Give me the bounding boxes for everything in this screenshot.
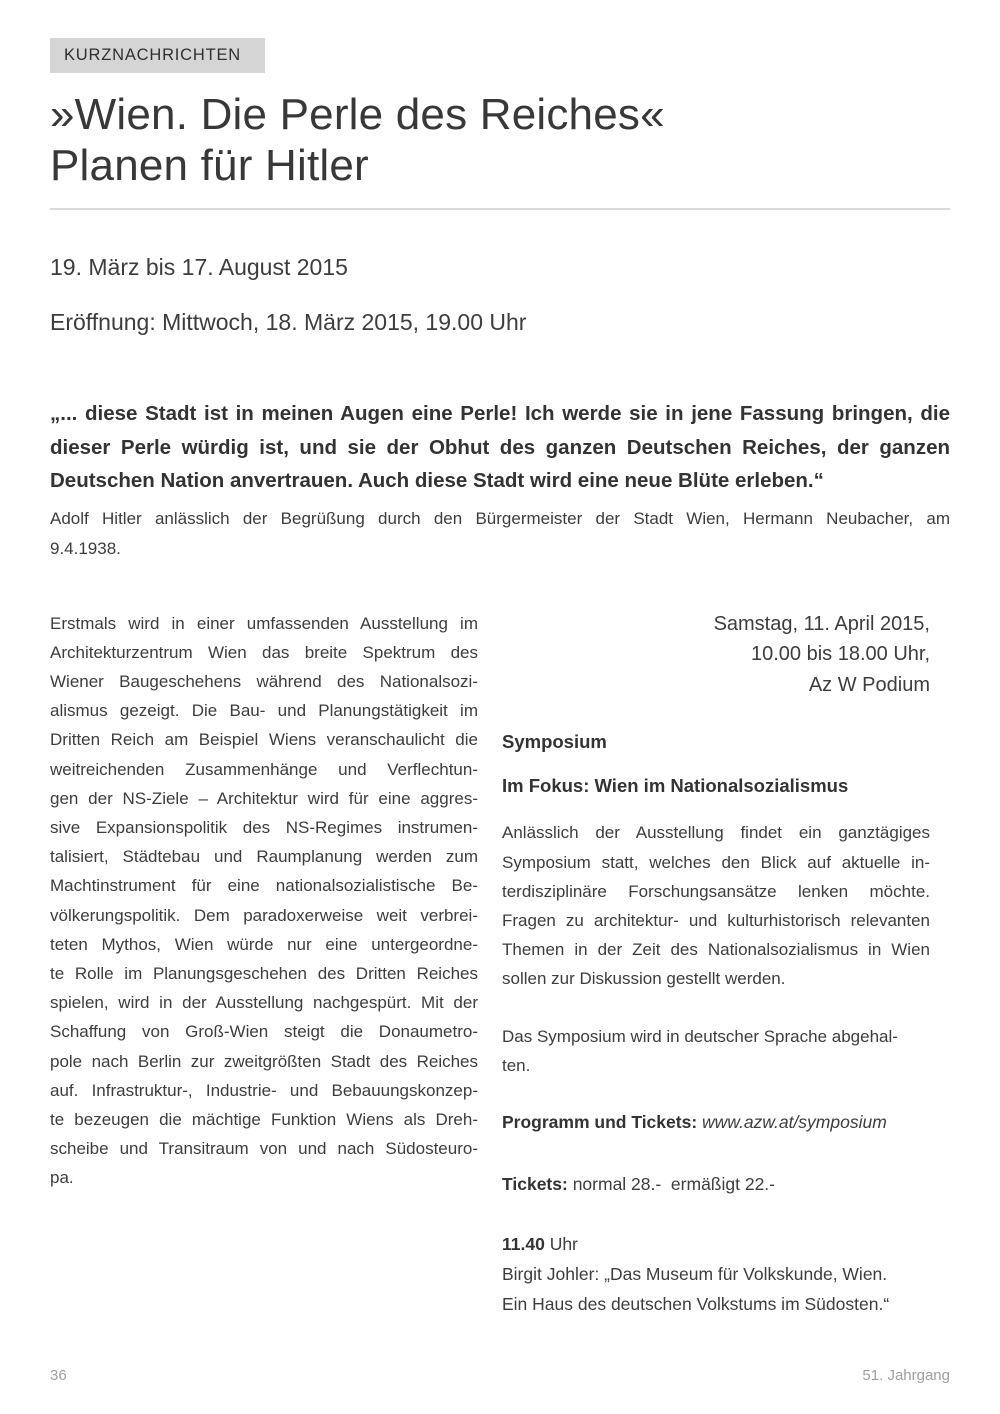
tickets-prices: normal 28.- ermäßigt 22.- [572, 1174, 775, 1195]
tickets-label: Tickets: [502, 1174, 568, 1195]
article-title-line2: Planen für Hitler [50, 141, 369, 190]
text-line: Schaffung von Groß-Wien steigt die Donaumetro- [50, 1022, 478, 1042]
page-footer [50, 1367, 950, 1384]
text-line: te Rolle im Planungsgeschehen des Dritten Reiches [50, 963, 478, 983]
symposium-subheading: Im Fokus: Wien im Nationalsozialismus [502, 775, 849, 797]
text-line: Fragen zu architektur- und kulturhistorisch relevanten [502, 911, 930, 931]
volume-label: 51. Jahrgang [862, 1367, 950, 1384]
text-line: „... diese Stadt ist in meinen Augen eine Perle! Ich werde sie in jene Fassung bringen, die [50, 402, 950, 425]
left-column-body-text [50, 609, 478, 1320]
text-line: sive Expansionspolitik des NS-Regimes instrumen- [50, 817, 478, 837]
text-line: Symposium statt, welches den Blick auf aktuelle in- [502, 852, 930, 872]
symposium-heading: Symposium [502, 731, 607, 752]
slot-time-unit: Uhr [544, 1234, 578, 1255]
event-datetime [502, 609, 930, 701]
text-line: dieser Perle würdig ist, und sie der Obhut des ganzen Deutschen Reiches, der ganzen [50, 435, 950, 459]
right-column [502, 609, 930, 1320]
text-line: pa. [50, 1168, 74, 1188]
text-line: Samstag, 11. April 2015, [713, 612, 930, 635]
program-tickets-url: www.azw.at/symposium [702, 1112, 887, 1133]
symposium-intro-text [502, 818, 930, 993]
text-line: pole nach Berlin zur zweitgrößten Stadt des Reiches [50, 1051, 478, 1071]
text-line: Machtinstrument für eine nationalsozialistische Be- [50, 876, 478, 896]
text-line: Themen in der Zeit des Nationalsozialismus in Wien [502, 940, 930, 960]
program-slot [502, 1229, 930, 1319]
text-line: Das Symposium wird in deutscher Sprache abgehal- [502, 1026, 898, 1046]
text-line: Ein Haus des deutschen Volkstums im Südosten.“ [502, 1294, 890, 1315]
article-title-line1: »Wien. Die Perle des Reiches« [50, 90, 665, 139]
title-divider [50, 208, 950, 210]
language-note [502, 1022, 930, 1080]
text-line: Birgit Johler: „Das Museum für Volkskunde, Wien. [502, 1264, 888, 1285]
text-line: sollen zur Diskussion gestellt werden. [502, 969, 786, 989]
slot-time [502, 1229, 930, 1259]
opening-info: Eröffnung: Mittwoch, 18. März 2015, 19.00 Uhr [50, 309, 527, 335]
text-line: gen der NS-Ziele – Architektur wird für eine aggres- [50, 788, 478, 808]
text-line: alismus gezeigt. Die Bau- und Planungstätigkeit im [50, 701, 478, 721]
text-line: ten. [502, 1055, 531, 1075]
text-line: Dritten Reich am Beispiel Wiens veranschaulicht die [50, 730, 478, 750]
text-line: teten Mythos, Wien würde nur eine untergeordne- [50, 934, 478, 954]
text-line: Anlässlich der Ausstellung findet ein ganztägiges [502, 823, 930, 843]
slot-time-value: 11.40 [502, 1234, 545, 1255]
text-line: terdisziplinäre Forschungsansätze lenken möchte. [502, 881, 930, 901]
text-line: Erstmals wird in einer umfassenden Ausstellung im [50, 613, 478, 633]
text-line: 10.00 bis 18.00 Uhr, [750, 643, 930, 665]
program-tickets-line [502, 1108, 930, 1137]
exhibition-date-range: 19. März bis 17. August 2015 [50, 254, 348, 280]
quote-attribution [50, 504, 950, 564]
tickets-price-line [502, 1170, 930, 1199]
text-line: auf. Infrastruktur-, Industrie- und Bebauungskonzep- [50, 1080, 478, 1100]
text-line: völkerungspolitik. Dem paradoxerweise weit verbrei- [50, 905, 478, 925]
text-line: Wiener Baugeschehens während des Nationalsozi- [50, 671, 478, 691]
page-number: 36 [50, 1367, 67, 1384]
text-line: spielen, wird in der Ausstellung nachgespürt. Mit der [50, 993, 478, 1013]
section-badge: KURZNACHRICHTEN [50, 38, 265, 73]
program-tickets-label: Programm und Tickets: [502, 1112, 698, 1133]
text-line: Az W Podium [808, 673, 930, 696]
text-line: Architekturzentrum Wien das breite Spektrum des [50, 642, 478, 662]
hitler-quote [50, 397, 950, 498]
text-line: scheibe und Transitraum von und nach Südosteuro- [50, 1139, 478, 1159]
two-column-body [50, 609, 950, 1320]
article-title [50, 89, 950, 191]
text-line: Deutschen Nation anvertrauen. Auch diese Stadt wird eine neue Blüte erleben.“ [50, 469, 824, 492]
text-line: talisiert, Städtebau und Raumplanung werden zum [50, 847, 478, 867]
text-line: weitreichenden Zusammenhänge und Verflechtun- [50, 759, 478, 779]
text-line: Adolf Hitler anlässlich der Begrüßung durch den Bürgermeister der Stadt Wien, Hermann Neubacher, am [50, 508, 950, 528]
slot-speaker-text [502, 1259, 930, 1319]
text-line: 9.4.1938. [50, 538, 121, 558]
text-line: te bezeugen die mächtige Funktion Wiens als Dreh- [50, 1109, 478, 1129]
